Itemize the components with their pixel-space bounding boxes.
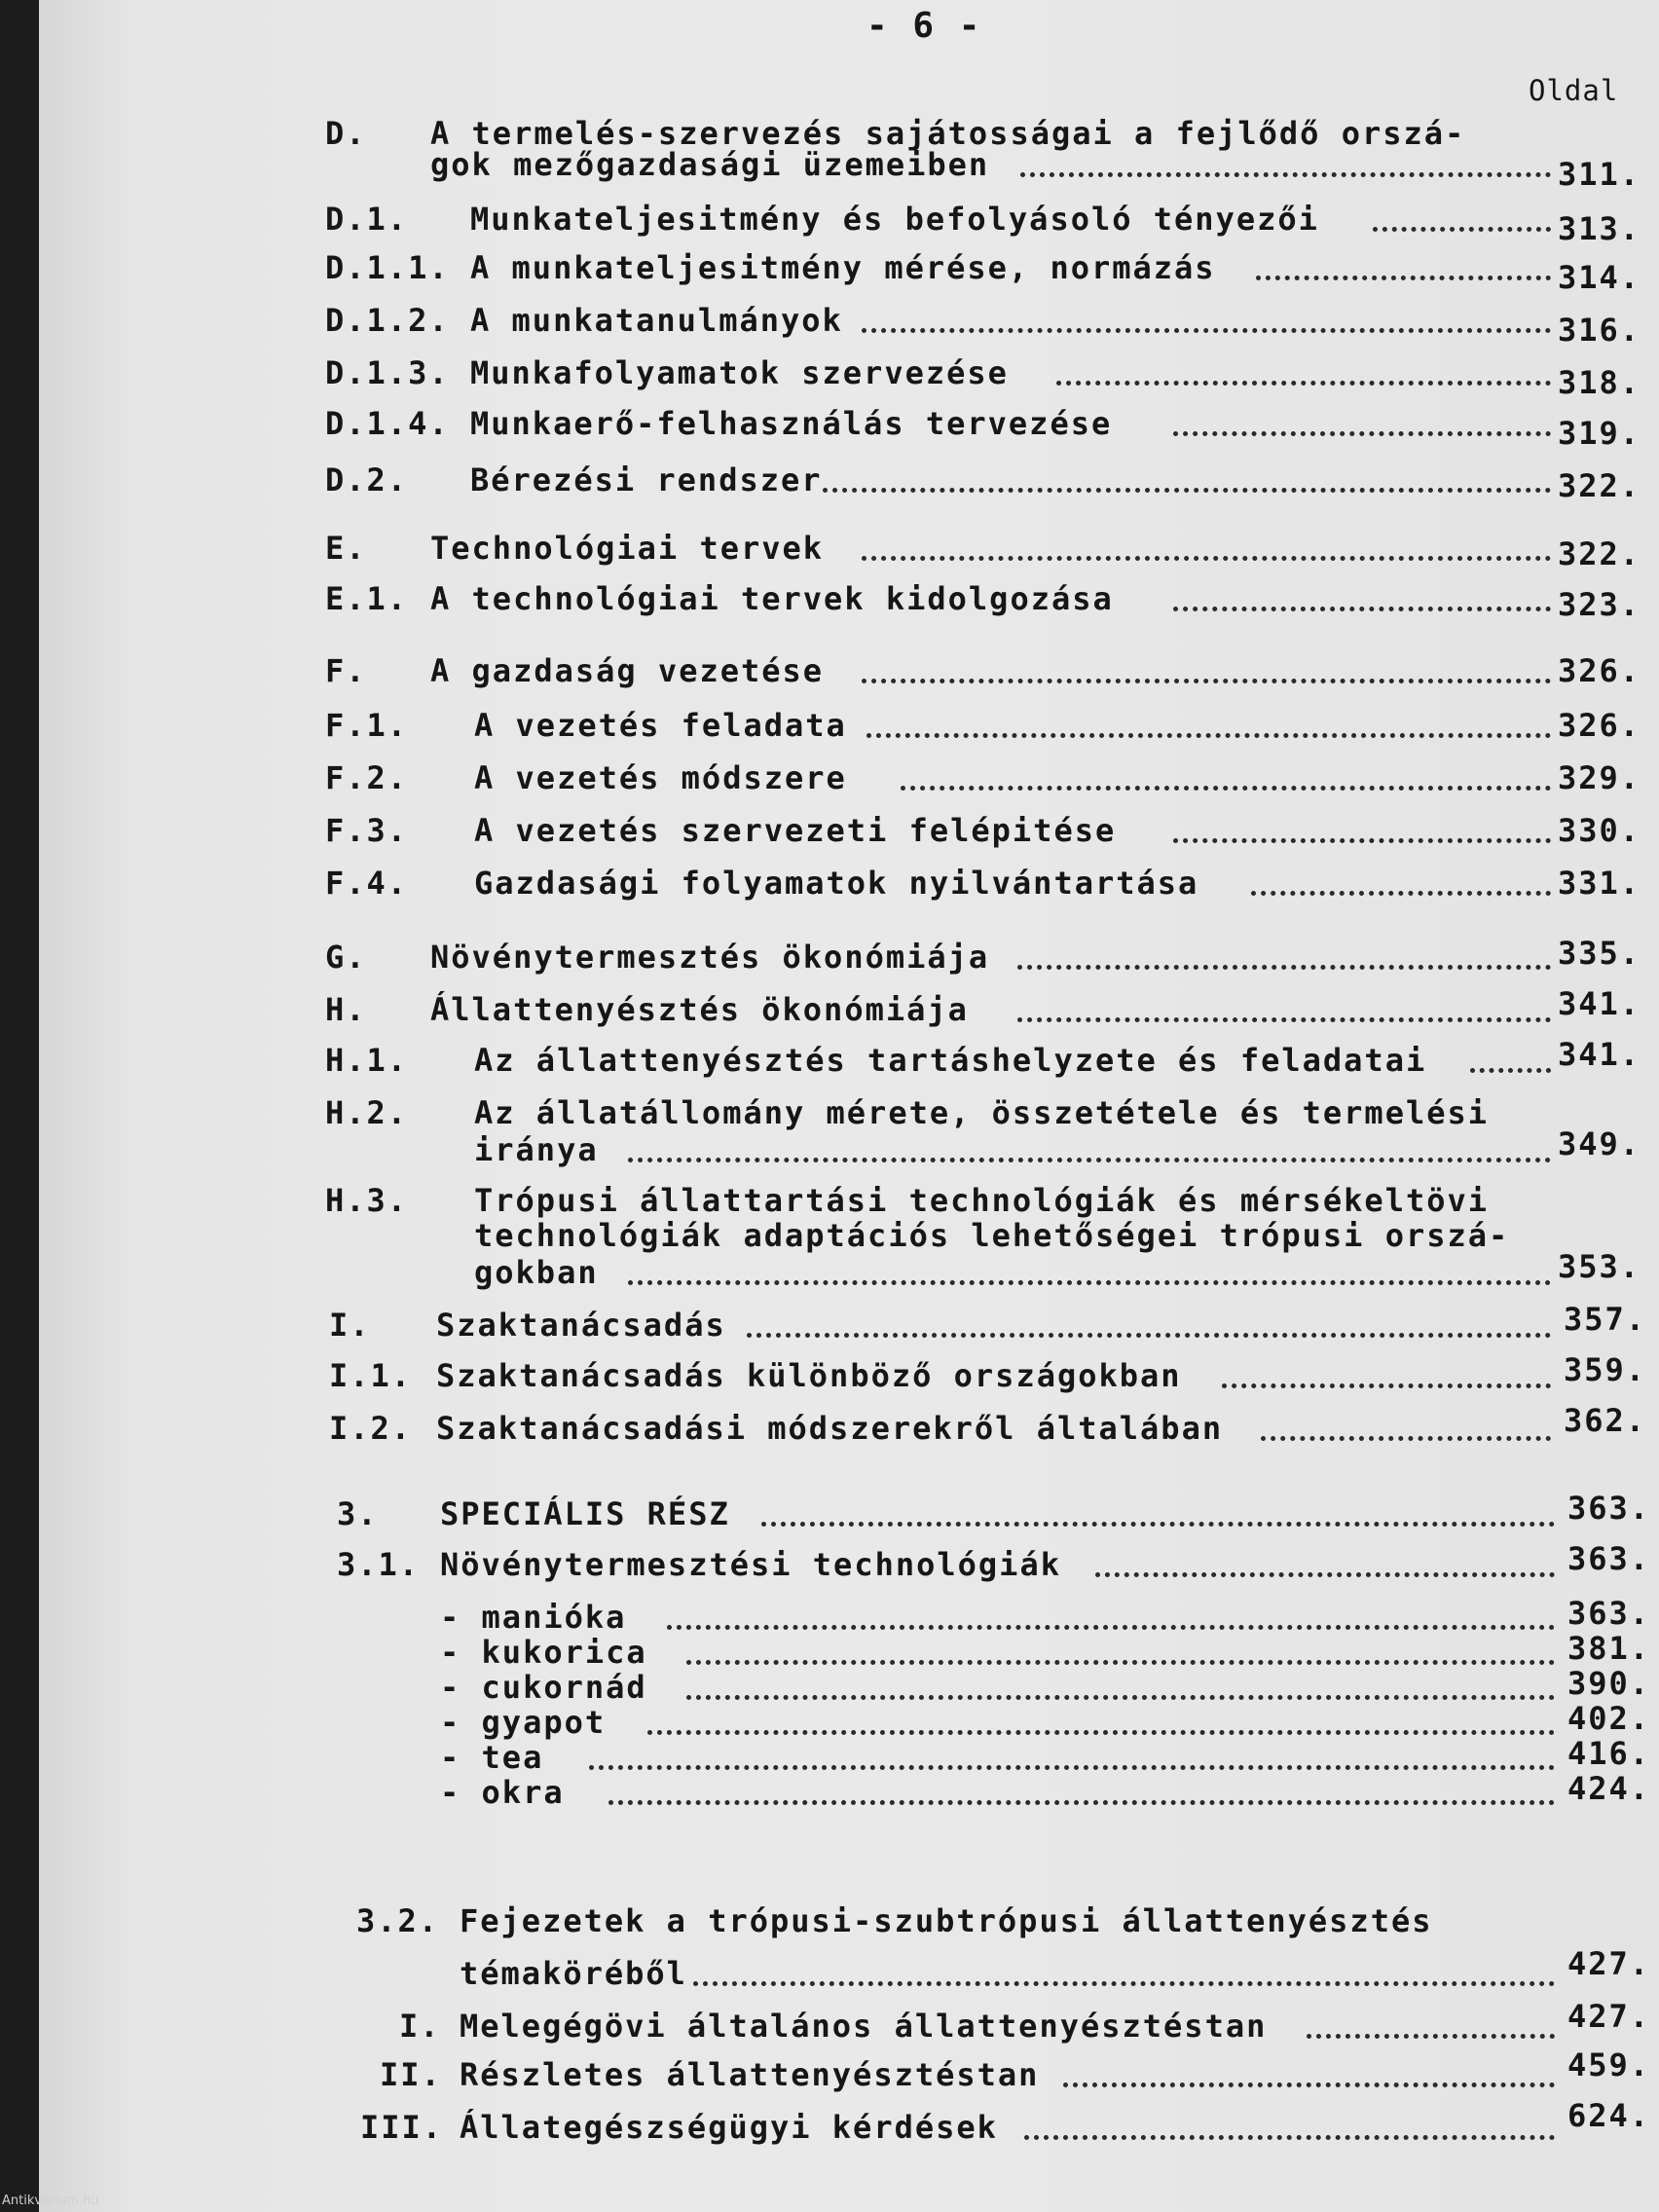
- dot-leader: [761, 1490, 1555, 1527]
- dot-leader: [647, 1698, 1555, 1735]
- toc-entry-title: SPECIÁLIS RÉSZ: [440, 1495, 730, 1532]
- dot-leader: [862, 296, 1551, 333]
- toc-entry-title: Növénytermesztés ökonómiája: [430, 939, 990, 976]
- toc-entry-number: III.: [360, 2109, 444, 2146]
- toc-entry-title-line2: témaköréből: [460, 1955, 687, 1992]
- toc-entry-number: I.1.: [329, 1357, 413, 1394]
- toc-entry-number: G.: [325, 939, 367, 976]
- toc-entry-title: Technológiai tervek: [430, 530, 825, 567]
- toc-entry-number: H.: [325, 991, 367, 1028]
- dot-leader: [1261, 1404, 1551, 1441]
- toc-entry-number: D.1.2.: [325, 302, 450, 339]
- toc-entry-page: 318.: [1558, 364, 1641, 401]
- page-column-label: Oldal: [1529, 74, 1619, 107]
- toc-entry-number: E.1.: [325, 580, 409, 617]
- toc-entry-page: 335.: [1558, 935, 1641, 972]
- dot-leader: [693, 1949, 1555, 1986]
- dot-leader: [1017, 933, 1551, 970]
- toc-entry-number: H.3.: [325, 1182, 409, 1219]
- toc-entry-title: Trópusi állattartási technológiák és mérsékeltövi: [474, 1182, 1490, 1219]
- toc-entry-page: 329.: [1558, 759, 1641, 796]
- toc-entry-title: - tea: [440, 1739, 544, 1776]
- toc-entry-page: 322.: [1558, 467, 1641, 504]
- page-number: - 6 -: [866, 6, 982, 46]
- dot-leader: [1020, 140, 1551, 177]
- dot-leader: [628, 1248, 1551, 1285]
- toc-entry-number: E.: [325, 530, 367, 567]
- toc-entry-page: 331.: [1558, 865, 1641, 902]
- toc-entry-title: Melegégövi általános állattenyésztéstan: [460, 2008, 1268, 2045]
- dot-leader: [1470, 1036, 1551, 1073]
- toc-entry-title: Szaktanácsadási módszerekről általában: [436, 1410, 1224, 1447]
- toc-entry-title: Bérezési rendszer: [470, 461, 823, 498]
- dot-leader: [1307, 2002, 1555, 2039]
- toc-entry-number: F.3.: [325, 812, 409, 849]
- toc-entry-page: 341.: [1558, 985, 1641, 1022]
- dot-leader: [862, 524, 1551, 561]
- table-of-contents: [39, 0, 1659, 2212]
- toc-entry-title: Részletes állattenyésztéstan: [460, 2056, 1040, 2093]
- toc-entry-page: 353.: [1558, 1248, 1641, 1285]
- dot-leader: [1251, 859, 1551, 896]
- toc-entry-page: 341.: [1558, 1036, 1641, 1073]
- dot-leader: [686, 1628, 1555, 1665]
- toc-entry-page: 357.: [1564, 1301, 1647, 1338]
- toc-entry-page: 381.: [1567, 1630, 1651, 1667]
- toc-entry-page: 322.: [1558, 535, 1641, 572]
- toc-entry-page: 349.: [1558, 1125, 1641, 1162]
- dot-leader: [1017, 985, 1551, 1022]
- toc-entry-page: 416.: [1567, 1735, 1651, 1772]
- toc-entry-title: - kukorica: [440, 1634, 647, 1671]
- toc-entry-number: F.4.: [325, 865, 409, 902]
- toc-entry-number: I.: [329, 1307, 371, 1344]
- dot-leader: [866, 701, 1551, 738]
- toc-entry-page: 316.: [1558, 312, 1641, 349]
- toc-entry-page: 427.: [1567, 1945, 1651, 1982]
- toc-entry-number: H.2.: [325, 1094, 409, 1131]
- toc-entry-title: A munkateljesitmény mérése, normázás: [470, 249, 1216, 286]
- toc-entry-title: - cukornád: [440, 1669, 647, 1706]
- toc-entry-page: 323.: [1558, 586, 1641, 623]
- toc-entry-number: F.1.: [325, 707, 409, 744]
- toc-entry-title: Munkafolyamatok szervezése: [470, 354, 1009, 391]
- watermark: Antikvarium.hu: [2, 2194, 99, 2208]
- toc-entry-number: D.1.3.: [325, 354, 450, 391]
- toc-entry-title: Fejezetek a trópusi-szubtrópusi állattenyésztés: [460, 1902, 1433, 1939]
- toc-entry-number: F.2.: [325, 759, 409, 796]
- dot-leader: [1024, 2103, 1555, 2140]
- dot-leader: [1063, 2050, 1555, 2087]
- toc-entry-page: 330.: [1558, 812, 1641, 849]
- toc-entry-title: Gazdasági folyamatok nyilvántartása: [474, 865, 1199, 902]
- dot-leader: [747, 1301, 1551, 1338]
- toc-entry-title: Állategészségügyi kérdések: [460, 2109, 998, 2146]
- toc-entry-page: 314.: [1558, 259, 1641, 296]
- toc-entry-title-line2: technológiák adaptációs lehetőségei trópusi orszá-: [474, 1217, 1510, 1254]
- toc-entry-title: Növénytermesztési technológiák: [440, 1546, 1061, 1583]
- toc-entry-title: A vezetés feladata: [474, 707, 847, 744]
- toc-entry-page: 427.: [1567, 1998, 1651, 2035]
- toc-entry-page: 326.: [1558, 652, 1641, 689]
- toc-entry-page: 402.: [1567, 1700, 1651, 1737]
- dot-leader: [901, 754, 1551, 791]
- toc-entry-page: 311.: [1558, 156, 1641, 193]
- toc-entry-title: - okra: [440, 1774, 565, 1811]
- dot-leader: [628, 1125, 1551, 1162]
- toc-entry-number: D.1.1.: [325, 249, 450, 286]
- dot-leader: [1056, 349, 1551, 386]
- toc-entry-title: Az állattenyésztés tartáshelyzete és feladatai: [474, 1042, 1427, 1079]
- toc-entry-title: A technológiai tervek kidolgozása: [430, 580, 1114, 617]
- toc-entry-title-line2: gok mezőgazdasági üzemeiben: [430, 146, 990, 183]
- dot-leader: [1173, 399, 1551, 436]
- dot-leader: [1095, 1540, 1555, 1577]
- toc-entry-title: Állattenyésztés ökonómiája: [430, 991, 969, 1028]
- toc-entry-title-line2: iránya: [474, 1131, 599, 1168]
- toc-entry-page: 363.: [1567, 1540, 1651, 1577]
- dot-leader: [608, 1768, 1555, 1805]
- toc-entry-number: 3.: [337, 1495, 379, 1532]
- toc-entry-title: A munkatanulmányok: [470, 302, 843, 339]
- toc-entry-number: 3.1.: [337, 1546, 421, 1583]
- toc-entry-page: 319.: [1558, 415, 1641, 452]
- toc-entry-page: 359.: [1564, 1351, 1647, 1388]
- toc-entry-number: F.: [325, 652, 367, 689]
- toc-entry-title: A vezetés szervezeti felépitése: [474, 812, 1117, 849]
- toc-entry-title: Az állatállomány mérete, összetétele és termelési: [474, 1094, 1490, 1131]
- toc-entry-number: D.1.4.: [325, 405, 450, 442]
- toc-entry-title: A gazdaság vezetése: [430, 652, 825, 689]
- toc-entry-title: - gyapot: [440, 1704, 607, 1741]
- toc-entry-page: 363.: [1567, 1490, 1651, 1527]
- dot-leader: [1373, 195, 1551, 232]
- toc-entry-page: 424.: [1567, 1770, 1651, 1807]
- toc-entry-title: - manióka: [440, 1599, 627, 1636]
- dot-leader: [1222, 1351, 1551, 1388]
- toc-entry-page: 362.: [1564, 1402, 1647, 1439]
- dot-leader: [862, 646, 1551, 683]
- dot-leader: [1173, 806, 1551, 843]
- dot-leader: [667, 1593, 1555, 1630]
- document-page: [39, 0, 1659, 2212]
- toc-entry-number: D.: [325, 115, 367, 152]
- toc-entry-page: 313.: [1558, 210, 1641, 247]
- toc-entry-page: 459.: [1567, 2046, 1651, 2083]
- toc-entry-number: I.2.: [329, 1410, 413, 1447]
- dot-leader: [1173, 574, 1551, 611]
- toc-entry-page: 326.: [1558, 707, 1641, 744]
- toc-entry-number: II.: [380, 2056, 442, 2093]
- toc-entry-number: I.: [399, 2008, 441, 2045]
- toc-entry-number: 3.2.: [356, 1902, 440, 1939]
- toc-entry-page: 363.: [1567, 1595, 1651, 1632]
- dot-leader: [686, 1663, 1555, 1700]
- dot-leader: [589, 1733, 1555, 1770]
- dot-leader: [823, 456, 1551, 493]
- toc-entry-number: D.2.: [325, 461, 409, 498]
- toc-entry-title-line3: gokban: [474, 1254, 599, 1291]
- toc-entry-title: Munkaerő-felhasználás tervezése: [470, 405, 1113, 442]
- toc-entry-page: 390.: [1567, 1665, 1651, 1702]
- toc-entry-title: A vezetés módszere: [474, 759, 847, 796]
- dot-leader: [1256, 243, 1551, 280]
- toc-entry-number: D.1.: [325, 201, 409, 238]
- toc-entry-title: A termelés-szervezés sajátosságai a fejlődő orszá-: [430, 115, 1466, 152]
- toc-entry-title: Szaktanácsadás: [436, 1307, 726, 1344]
- toc-entry-title: Munkateljesitmény és befolyásoló tényezői: [470, 201, 1319, 238]
- toc-entry-page: 624.: [1567, 2097, 1651, 2134]
- toc-entry-title: Szaktanácsadás különböző országokban: [436, 1357, 1182, 1394]
- toc-entry-number: H.1.: [325, 1042, 409, 1079]
